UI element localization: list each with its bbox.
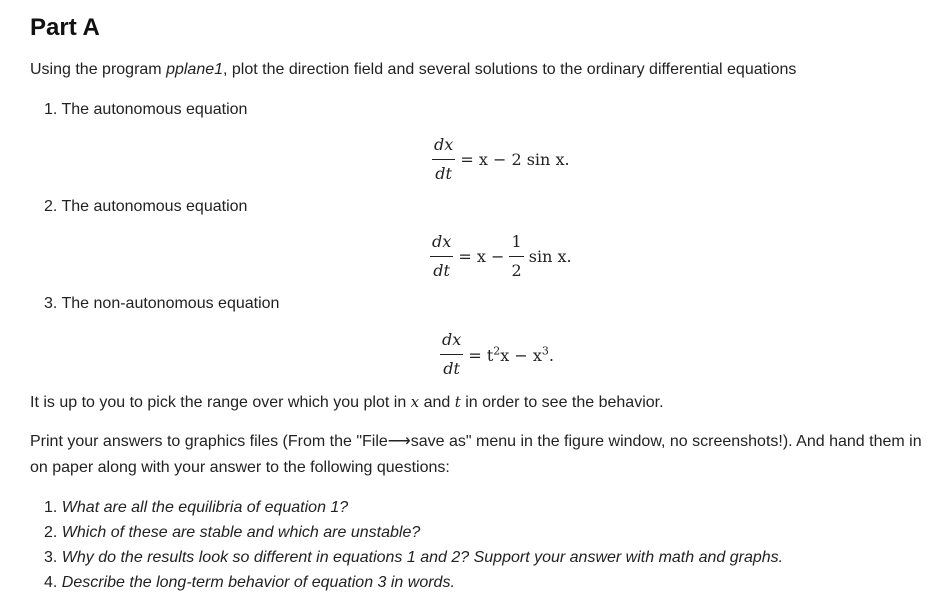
print-paragraph: Print your answers to graphics files (From the "File⟶save as" menu in the figure window, no screenshots!). And hand them in on paper along with your answer to the following questions: [30, 433, 922, 476]
intro-before: Using the program [30, 61, 167, 78]
equation-3-number: 3. [44, 295, 58, 312]
equation-2-rhs-a: = x − [458, 247, 505, 266]
equation-2-coefficient: $\frac{1}{2}$ [511, 232, 522, 280]
equation-2-derivative: $\frac{dx}{dt}$ [432, 232, 452, 280]
question-3: 3. Why do the results look so different in equations 1 and 2? Support your answer with math and graphs. [44, 549, 784, 566]
program-name: pplane1 [166, 61, 224, 78]
question-2: 2. Which of these are stable and which are unstable? [44, 524, 421, 541]
intro-after: , plot the direction field and several solutions to the ordinary differential equations [223, 61, 797, 78]
equation-3-rhs: = $t^2x - x^3$. [468, 344, 554, 365]
equation-1-number: 1. [44, 101, 58, 118]
equation-1-item [44, 101, 247, 119]
equation-3-derivative: $\frac{dx}{dt}$ [442, 330, 462, 378]
equation-1-formula [432, 135, 570, 184]
equation-2-item [44, 198, 247, 216]
page-title: Part A [30, 14, 100, 41]
variable-t: t [454, 393, 461, 411]
equation-1-rhs: = x − 2 sin x. [460, 150, 570, 169]
intro-paragraph [30, 57, 930, 83]
range-paragraph: It is up to you to pick the range over which you plot in x and t in order to see the behavior. [30, 393, 664, 411]
equation-2-formula [430, 232, 572, 281]
equation-3-label: The non-autonomous equation [61, 295, 280, 312]
equation-1-derivative: $\frac{dx}{dt}$ [434, 135, 454, 183]
equation-3-formula [440, 330, 554, 379]
variable-x: x [410, 393, 420, 411]
equation-2-label: The autonomous equation [61, 198, 248, 215]
question-4: 4. Describe the long-term behavior of equation 3 in words. [44, 574, 455, 591]
question-1: 1. What are all the equilibria of equation 1? [44, 499, 349, 516]
equation-2-rhs-b: sin x. [528, 247, 572, 266]
equation-2-number: 2. [44, 198, 58, 215]
equation-3-item [44, 295, 279, 313]
equation-1-label: The autonomous equation [61, 101, 248, 118]
